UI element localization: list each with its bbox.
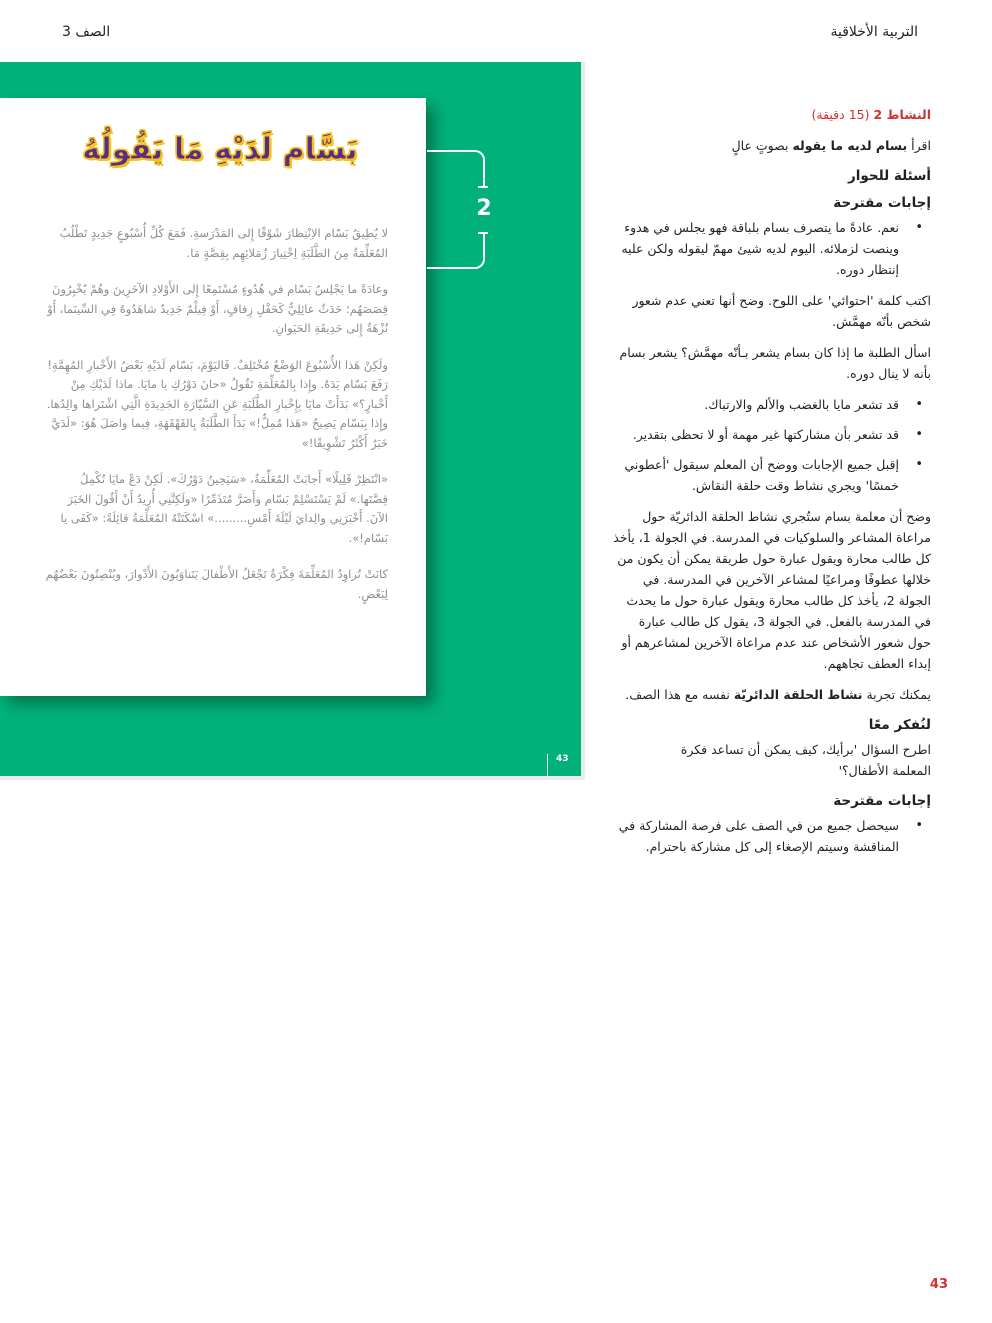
story-paragraph-3: ولَكِنْ هَذا الأُسْبُوعَ الوَضْعُ مُخْتَلِفٌ. فَاليَوْمَ، بَسّام لَدَيْهِ بَعْضُ الأَخْبارِ المُهِمَّةِ! رَفَعَ بَسّام يَدَهُ. وإِذا بِالمُعَلِّمَةِ تَقُولُ «حانَ دَوْرُكِ يا مايَا. ماذا لَدَيْكِ مِنْ أَخْبارٍ؟» بَدَأَتْ مايَا بِإِخْبارِ الطَّلَبَةِ عَنِ السَّيّارَةِ الجَدِيدَةِ الَّتِي اشْتَراها والِدُها. وإِذا بِبَسّام يَصِيحُ «هَذا مُمِلٌّ!» بَدَأَ الطَّلَبَةُ بِالقَهْقَهَةِ، فِيما واصَلَ هُوَ: «لَدَيَّ خَبَرٌ أَكْثَرُ تَشْوِيقًا!» [46,357,388,450]
read-prefix: اقرأ [911,138,931,153]
list-item: • قد تشعر بأن مشاركتها غير مهمة أو لا تحظى بتقدير. [613,424,931,445]
think-question: اطرح السؤال 'برأيك، كيف يمكن أن تساعد فكرة المعلمة الأطفال؟' [680,742,931,778]
read-suffix: بصوتٍ عالٍ [731,138,789,153]
list-item: • سيحصل جميع من في الصف على فرصة المشاركة في المناقشة وسيتم الإصغاء إلى كل مشاركة باحترام. [613,815,931,857]
answers-heading-2: إجابات مقترحة [833,793,931,809]
teacher-guide [613,104,931,867]
story-body [42,224,388,621]
final-answers-list [613,815,931,857]
activity-heading [613,104,931,125]
answers-list [613,217,931,280]
round-bracket-tick [478,186,488,188]
story-card [0,98,426,696]
try-prefix: يمكنك تجربة [866,687,931,702]
story-paragraph-5: كانَتْ تُراوِدُ المُعَلِّمَةَ فِكْرَةُ تَجْعَلُ الأَطْفالَ يَتَناوَبُونَ الأَدْوارَ، ويُنْصِتُونَ بَعْضُهُم لِبَعْضٍ. [45,567,388,601]
feelings-list [613,394,931,496]
story-paragraph-2: وعادَةً ما يَجْلِسُ بَسّام في هُدُوءٍ مُسْتَمِعًا إِلى الأَوْلادِ الآخَرِينَ وهُمْ يُخْبِرُونَ قِصَصَهُم؛ حَدَثٌ عائِلِيٌّ كَحَفْلِ زِفافٍ، أَوْ فِيلْمٌ جَدِيدٌ شاهَدُوهُ فِي السِّينَما، أَوْ نُزْهَةٌ إِلى حَدِيقَةِ الحَيَوانِ. [47,282,388,335]
round-number: 2 [476,196,492,221]
try-instruction [613,684,931,705]
story-paragraph-1: لا يُطِيقُ بَسّام الاِنْتِظارَ شَوْقًا إِلى المَدْرَسةِ. فَمَعَ كُلِّ أُسْبُوعٍ جَدِيدٍ تَطْلُبُ المُعَلِّمَةُ مِنَ الطَّلَبَةِ اِخْتِيارَ زُمَلائِهِم بِقِصَّةٍ مَا. [59,226,388,260]
page-number: 43 [929,1277,948,1292]
answers-heading: إجابات مقترحة [833,195,931,211]
inner-page-divider [547,754,548,776]
round-bracket-bottom [427,232,485,269]
story-paragraph-4: «انْتَظِرْ قَلِيلًا» أَجابَتْ المُعَلِّمَةُ، «سَيَحِينُ دَوْرُكَ». لَكِنْ دَعْ مايَا تُكْمِلُ قِصَّتَها.» لَمْ يَسْتَسْلِمْ بَسّام وأَصَرَّ مُتَذَمِّرًا «ولَكِنَّنِي أُرِيدُ أَنْ أَقُولَ الخَبَرَ الآنَ. أَخْبَرَنِي والِدايَ لَيْلَةَ أَمْسِ.........» اسْكَتَتْهُ المُعَلِّمَةُ قائِلَةً: «كَفَى يا بَسّام!». [60,472,388,545]
think-heading: لنُفكر معًا [868,717,931,733]
header-grade: الصف 3 [62,24,111,40]
write-instruction: اكتب كلمة 'احتوائي' على اللوح. وضح أنها تعني عدم شعور شخص بأنّه مهمَّش. [632,293,931,329]
read-instruction [613,135,931,156]
round-bracket-top [427,150,485,187]
story-title: بَسَّام لَدَيْهِ مَا يَقُولُهُ [82,132,358,167]
activity-label: النشاط 2 [873,107,931,122]
header-subject: التربية الأخلاقية [830,24,918,40]
try-suffix: نفسه مع هذا الصف. [625,687,730,702]
inner-page-number: 43 [556,754,569,764]
list-item: • نعم. عادةً ما يتصرف بسام بلباقة فهو يجلس في هدوء وينصت لزملائه. اليوم لديه شيئ مهمّ ليقوله ولكن عليه إنتظار دوره. [613,217,931,280]
list-item: • إقبل جميع الإجابات ووضح أن المعلم سيقول 'أعطوني خمسًا' ويجري نشاط وقت حلقة النقاش. [613,454,931,496]
circle-instruction: وضح أن معلمة بسام ستُجري نشاط الحلقة الدائريّة حول مراعاة المشاعر والسلوكيات في المدرسة. في الجولة 1، يأخذ كل طالب محارة ويقول عبارة حول طريقة يمكن أن يكون من خلالها عطوفًا ومراعيًا لمشاعر الآخرين في المدرسة. في الجولة 2، يأخذ كل طالب محارة ويقول عبارة حول ما يحدث في المدرسة بالفعل. في الجولة 3، يقول كل طالب عبارة حول شعور الأشخاص عند عدم مراعاة الآخرين لمشاعرهم أو إبداء العطف تجاههم. [613,509,931,671]
activity-time: (15 دقيقة) [811,107,870,122]
read-title: بسام لديه ما يقوله [792,138,908,153]
try-bold: نشاط الحلقة الدائريّة [733,687,863,702]
ask-instruction: اسأل الطلبة ما إذا كان بسام يشعر بـأنّه مهمَّش؟ يشعر بسام بأنه لا ينال دوره. [619,345,931,381]
list-item: • قد تشعر مايا بالغضب والألم والارتباك. [613,394,931,415]
dialogue-heading: أسئلة للحوار [848,168,931,184]
